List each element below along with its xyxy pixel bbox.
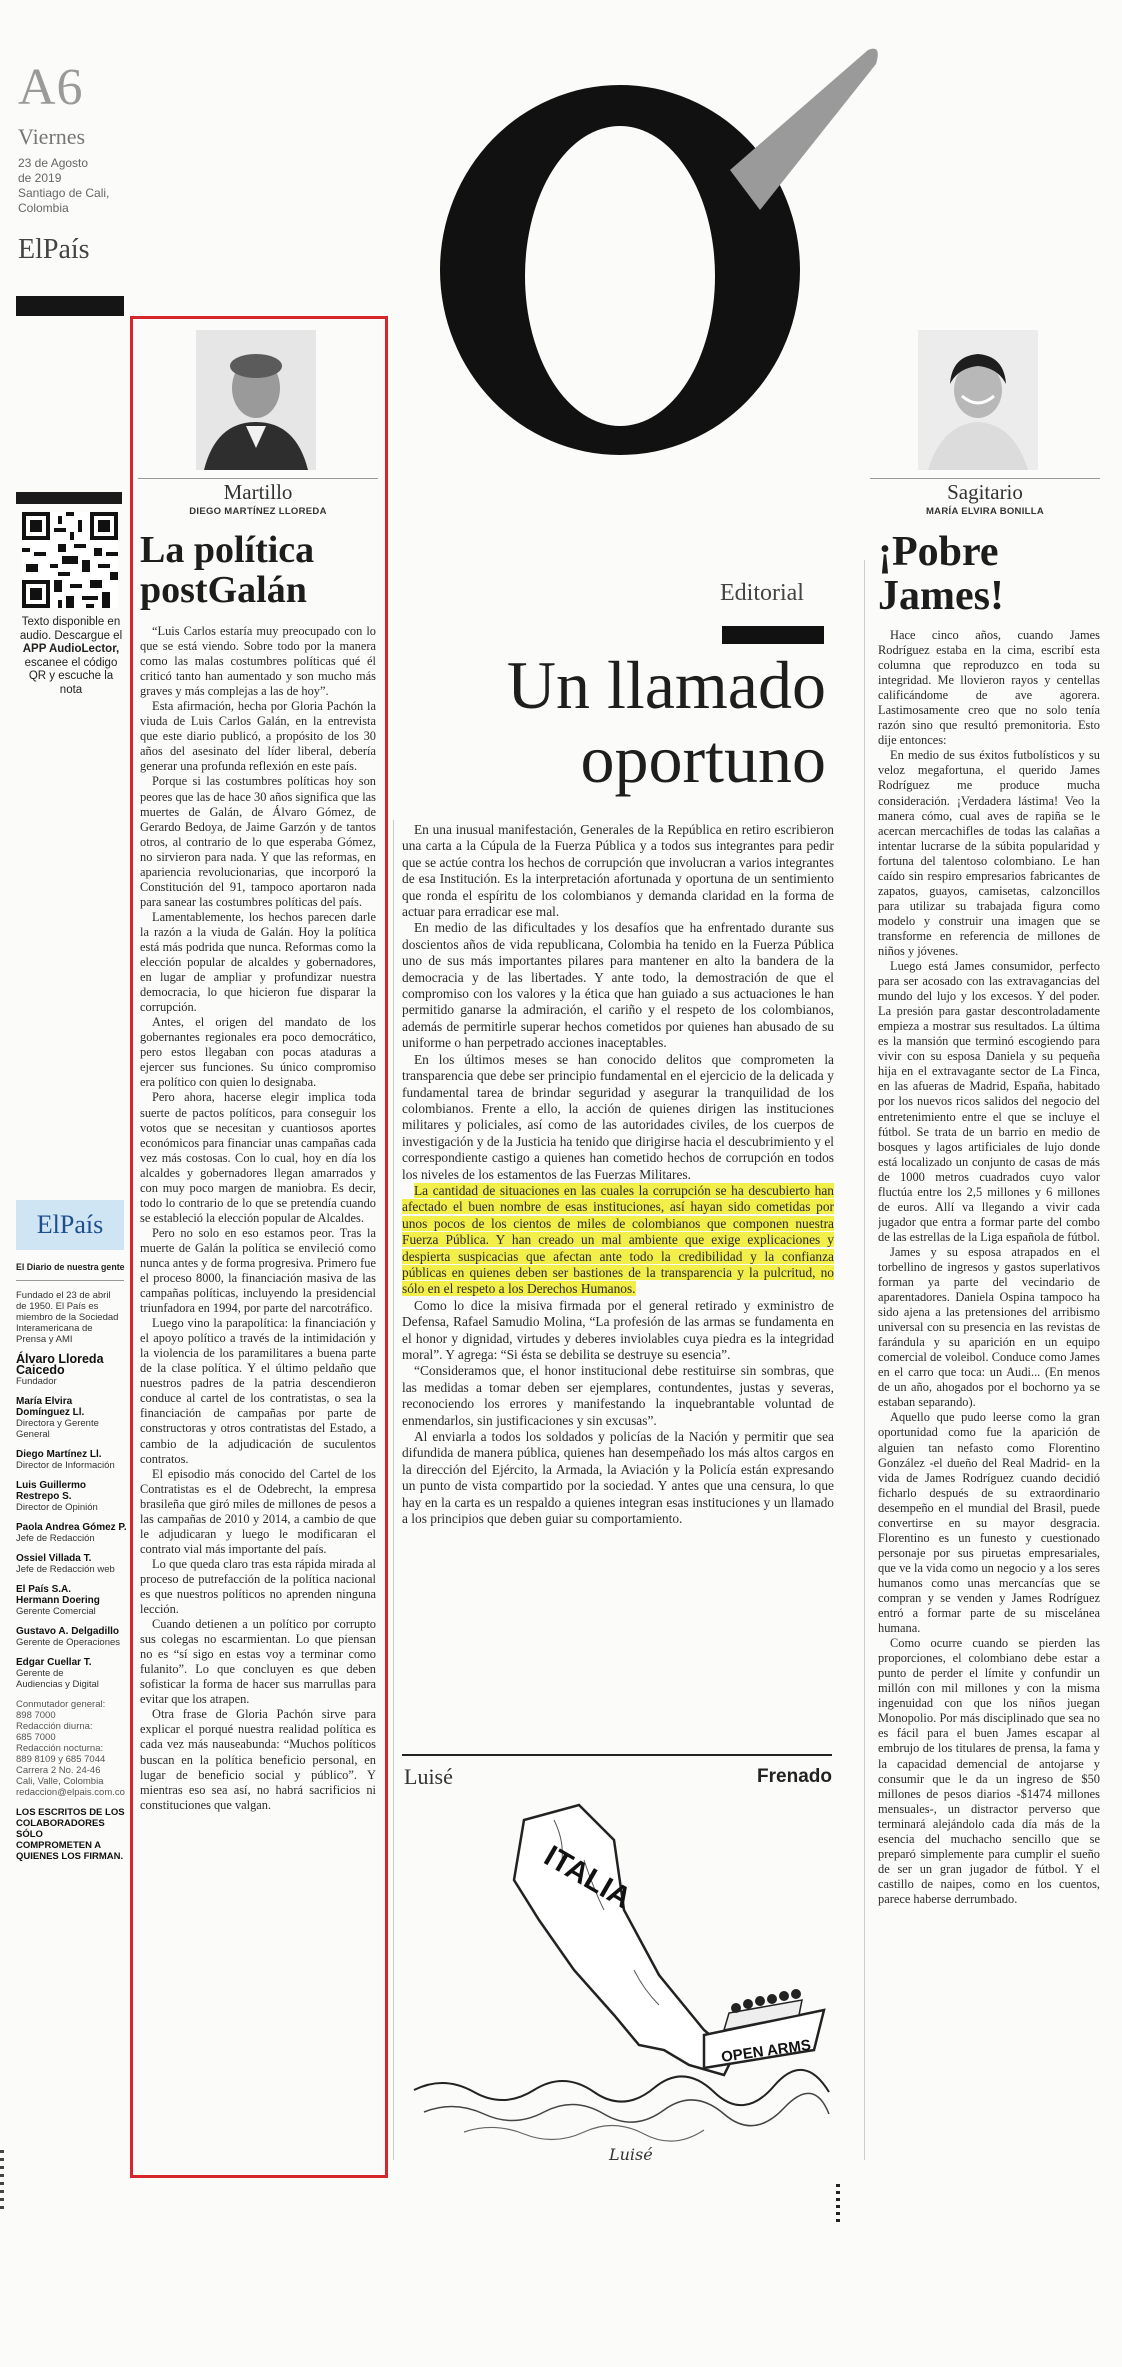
staff-entry: María Elvira Domínguez Ll. Directora y Gerente General bbox=[16, 1396, 99, 1440]
paragraph: Esta afirmación, hecha por Gloria Pachón la viuda de Luis Carlos Galán, en la entrevista que este diario publicó, a propósito de los 30 años del asesinato del líder liberal, debería generar una profunda reflexión en este país. bbox=[140, 699, 376, 774]
section-label: Martillo bbox=[223, 480, 293, 504]
editorial-title-line: oportuno bbox=[580, 721, 826, 797]
paragraph: En medio de sus éxitos futbolísticos y su veloz megafortuna, el querido James Rodríguez me produce mucha consideración. ¡Verdadera lástima! Veo la manera cómo, cual aves de rapiña se le acercan mercachifles de todas las calañas a intentar lucrarse de la súbita popularidad y fortuna del talentoso colombiano. Le han caído sin respiro empresarios fabricantes de zapatos, guayos, camisetas, calzoncillos para utilizar su trabajada figura como modelo y construir una imagen que se transforme en referencia de millones de niños y jóvenes. bbox=[878, 748, 1100, 958]
scan-edge bbox=[0, 2150, 4, 2210]
column-title-line: ¡Pobre bbox=[878, 529, 999, 575]
cartoon-title: Frenado bbox=[757, 1766, 832, 1787]
place-line-1: Santiago de Cali, bbox=[18, 186, 110, 200]
masthead-details bbox=[16, 1290, 128, 1871]
author-name: MARÍA ELVIRA BONILLA bbox=[925, 506, 1045, 517]
contact-info: Conmutador general: 898 7000 Redacción diurna: 685 7000 Redacción nocturna: 889 8109 y 685 7044 Carrera 2 No. 24-46 Cali, Valle, Colombia redaccion@elpais.com.co bbox=[16, 1699, 125, 1798]
audio-note bbox=[12, 616, 130, 697]
staff-entry: Edgar Cuellar T. Gerente de Audiencias y Digital bbox=[16, 1657, 99, 1690]
column-separator bbox=[864, 560, 865, 2160]
founder: Álvaro Lloreda Caicedo Fundador bbox=[16, 1352, 104, 1387]
paragraph: “Consideramos que, el honor institucional debe restituirse sin sombras, que las medidas a tomar deben ser ejemplares, contundentes, justas y severas, reconociendo los errores y manifestando la inquebrantable voluntad de enmendarlos, sin justificaciones y sin excusas”. bbox=[402, 1363, 834, 1428]
paragraph: En una inusual manifestación, Generales de la República en retiro escribieron una carta a la Cúpula de la Fuerza Pública y a todos sus integrantes para pedir que se actúe contra los hechos de corrupción que involucran a varios integrantes de esa Institución. Es la interpretación afortunada y oportuna de un sentimiento que ronda el espíritu de los colombianos y demanda claridad en la forma de actuar para erradicar ese mal. bbox=[402, 822, 834, 920]
opinion-o-logo bbox=[390, 40, 950, 460]
editorial-label: Editorial bbox=[720, 580, 804, 606]
audio-note-line: nota bbox=[59, 683, 83, 696]
scan-edge bbox=[836, 2184, 840, 2224]
masthead-logo: ElPaís bbox=[36, 1210, 104, 1239]
author-name: DIEGO MARTÍNEZ LLOREDA bbox=[189, 506, 327, 517]
brand-rule bbox=[16, 296, 124, 316]
author-photo bbox=[918, 330, 1038, 470]
qr-code bbox=[22, 512, 118, 608]
paragraph: Como ocurre cuando se pierden las proporciones, el colombiano debe estar a punto de perder el límite y confundir un millón con mil millones y con la misma ingenuidad con que los niños juegan Monopolio. Por más disciplinado que sea no es fácil para el buen James escapar al embrujo de los titulares de prensa, la fama y la capacidad demencial de antojarse y consumir que le da un ingreso de $50 millones de pesos diarios -$1474 millones mensuales-, un distractor perverso que terminará alejándolo cada día más de la esencia del muchacho sencillo que se preparó simplemente para cumplir el sueño de ser un gran jugador de fútbol. Y el castillo de naipes, como en los cuentos, parece haberse derrumbado. bbox=[878, 1636, 1100, 1906]
masthead-logo-box bbox=[16, 1200, 124, 1250]
column-title-line: La política bbox=[140, 529, 315, 571]
paragraph: Aquello que pudo leerse como la gran oportunidad como fue la aparición de alguien tan nefasto como Florentino González -el dueño del Real Madrid- en la vida de James Rodríguez cuando decidió ficharlo después de su extraordinario desempeño en el mundial del Brasil, puede convertirse en su mayor desgracia. Florentino es un funesto y cuestionado personaje por sus piruetas empresariales, que ve la vida como un negocio y a los seres humanos como unas mercancías que se compran y se venden y James Rodríguez entró a formar parte de su miscelánea humana. bbox=[878, 1410, 1100, 1636]
staff-entry: Diego Martínez Ll. Director de Información bbox=[16, 1449, 115, 1471]
sidebar-rule bbox=[16, 1280, 124, 1281]
column-body bbox=[878, 628, 1100, 2168]
paragraph: Hace cinco años, cuando James Rodríguez estaba en la cima, escribí esta columna que reproduzco en toda su integridad. Me llovieron rayos y centellas calificándome de ave agorera. Lastimosamente creo que no solo tenía razón sino que resultó premonitoria. Esto dije entonces: bbox=[878, 628, 1100, 748]
paragraph: Antes, el origen del mandato de los gobernantes regionales era poco democrático, pero estos llegaban con pocas ataduras a ejercer sus funciones. Su único compromiso era político con quien lo designaba. bbox=[140, 1015, 376, 1090]
cartoon-artist: Luisé bbox=[404, 1764, 453, 1789]
paragraph: Lamentablemente, los hechos parecen darle la razón a la viuda de Galán. Hoy la política está más podrida que nunca. Reformas como la elección popular de alcaldes y gobernadores, en lugar de ampliar y profundizar nuestra democracia, lo que hicieron fue disparar la corrupción. bbox=[140, 909, 376, 1015]
editorial-title-line: Un llamado bbox=[506, 647, 826, 723]
day-label: Viernes bbox=[18, 124, 86, 149]
cartoon-illustration bbox=[404, 1800, 834, 2170]
qr-code-label-bar bbox=[16, 492, 122, 504]
column-separator bbox=[393, 820, 394, 2160]
photo-rule bbox=[870, 478, 1100, 479]
paragraph: Luego está James consumidor, perfecto para ser acosado con las extravagancias del mundo del lujo y los excesos. Y del poder. La presión para gastar descontroladamente empieza a mostrar sus resultados. La última es la mansión que terminó escogiendo para vivir con su esposa Daniela y su pequeña hija en el extravagante sector de La Finca, en las afueras de Madrid, España, habitado por los nuevos ricos salidos del negocio del entretenimiento entre el que se incluye el fútbol. Se trata de un barrio en medio de bosques y lagos artificiales de lujo donde está localizado un conjunto de casas de más de 1000 metros cuadrados cuyo valor fluctúa entre los 2,5 millones y 6 millones de euros. Allí va llegando a vivir cada jugador que entra a formar parte del combo de las estrellas de la Liga española de fútbol. bbox=[878, 959, 1100, 1244]
paragraph: Como lo dice la misiva firmada por el general retirado y exministro de Defensa, Rafael Samudio Molina, “La profesión de las armas se fundamenta en el honor y dignidad, virtudes y deberes inviolables cuya piedra es la integridad moral”. Y agrega: “Si ésta se debilita se destruye su esencia”. bbox=[402, 1297, 834, 1362]
paragraph: El episodio más conocido del Cartel de los Contratistas es el de Odebrecht, la empresa brasileña que giró miles de millones de pesos a las campañas de 2010 y 2014, a cambio de que le adjudicaran y luego le modificaran el contrato vial más importante del país. bbox=[140, 1466, 376, 1556]
audio-note-line: APP AudioLector, bbox=[22, 643, 120, 655]
cartoon-word-open-arms: OPEN ARMS bbox=[720, 2036, 812, 2066]
staff-entry: Luis Guillermo Restrepo S. Director de Opinión bbox=[16, 1480, 98, 1513]
highlighted-paragraph bbox=[402, 1183, 834, 1298]
paragraph: Al enviarla a todos los soldados y policías de la Nación y permitir que sea difundida de manera pública, quienes han desempeñado los más altos cargos en la dirección del Ejército, la Armada, la Aviación y la Policía están expresando un punto de vista compartido por la sociedad. Y antes que una censura, lo que hay en la carta es un respaldo a quienes integran esas instituciones y un llamado a los principios que deben guiar su comportamiento. bbox=[402, 1429, 834, 1527]
editorial-body bbox=[402, 822, 834, 1527]
author-portrait-icon bbox=[196, 330, 316, 470]
author-photo bbox=[196, 330, 316, 470]
paragraph: Pero ahora, hacerse elegir implica toda suerte de pactos políticos, para conseguir los votos que se necesitan y cuantiosos aportes económicos para financiar unas campañas cada vez más costosas. Con lo cual, hoy en día los alcaldes y gobernadores llegan amarrados y con muy poco margen de maniobra. Es decir, todo lo contrario de lo que se pretendía cuando se estableció la elección popular de Alcaldes. bbox=[140, 1090, 376, 1225]
founded-note: Fundado el 23 de abril de 1950. El País es miembro de la Sociedad Interamericana de Prensa y AMI bbox=[16, 1290, 119, 1345]
audio-note-line: QR y escuche la bbox=[28, 670, 114, 682]
audio-note-line: escanee el código bbox=[24, 656, 118, 669]
date-line-1: 23 de Agosto bbox=[18, 156, 89, 170]
highlight: La cantidad de situaciones en las cuales la corrupción se ha descubierto han afectado el buen nombre de esas instituciones, así hayan sido cometidas por unos pocos de los cientos de miles de colombianos que componen nuestra Fuerza Pública. Y han creado un mal ambiente que exige explicaciones y despierta suspicacias que afectan ante todo la credibilidad y la confianza públicas en quienes deben ser bastiones de la transparencia y la pulcritud, no sólo en el respeto a los Derechos Humanos. bbox=[402, 1182, 834, 1297]
paragraph: Lo que queda claro tras esta rápida mirada al proceso de putrefacción de la política nacional es que nuestros políticos no aprenden ninguna lección. bbox=[140, 1556, 376, 1617]
cartoon-letter: ITALIA bbox=[538, 1839, 637, 1916]
paragraph: “Luis Carlos estaría muy preocupado con lo que se está viendo. Sobre todo por la manera como las malas costumbres políticas qué él criticó tanto han aumentado y son mucho más graves y más complejas a las de hoy”. bbox=[140, 624, 376, 699]
paragraph: Cuando detienen a un político por corrupto sus colegas no escarmientan. Lo que piensan no es “sí sigo en estas voy a terminar como fulanito”. Lo que concluyen es que deben sofisticar la forma de hacer sus marrullas para evitar que los atrapen. bbox=[140, 1617, 376, 1707]
disclaimer: LOS ESCRITOS DE LOS COLABORADORES SÓLO COMPROMETEN A QUIENES LOS FIRMAN. bbox=[16, 1807, 125, 1862]
photo-rule bbox=[138, 478, 378, 479]
page-number: A6 bbox=[18, 59, 84, 116]
staff-entry: Ossiel Villada T. Jefe de Redacción web bbox=[16, 1553, 115, 1575]
column-title-line: James! bbox=[878, 573, 1004, 619]
staff-entry: Gustavo A. Delgadillo Gerente de Operaciones bbox=[16, 1626, 121, 1648]
paragraph: Otra frase de Gloria Pachón sirve para explicar el porqué nuestra realidad política es cada vez más nauseabunda: “Muchos políticos buscan en la política beneficio personal, en lugar de beneficio social y público”. Y mientras eso sea así, no habrá sacrificios ni constituciones que valgan. bbox=[140, 1707, 376, 1812]
staff-entry: El País S.A. Hermann Doering Gerente Comercial bbox=[16, 1584, 100, 1617]
paragraph: Porque si las costumbres políticas hoy son peores que las de hace 30 años significa que las muertes de Galán, de Álvaro Gómez, de Gerardo Bedoya, de Jaime Garzón y de tantos otros, al contrario de lo que esperaba Gómez, no sirvieron para nada. Y que las reformas, en apariencia revolucionarias, que incorporó la Constitución del 91, tampoco aportaron nada para sanear las costumbres políticas del país. bbox=[140, 774, 376, 909]
column-title-line: postGalán bbox=[140, 569, 307, 611]
editorial-title bbox=[396, 648, 826, 796]
masthead-tagline: El Diario de nuestra gente bbox=[16, 1262, 125, 1272]
column-body bbox=[140, 624, 376, 2154]
date-line-2: de 2019 bbox=[18, 171, 62, 185]
paragraph: Pero no solo en eso estamos peor. Tras la muerte de Galán la política se envileció como nunca antes y de forma progresiva. Primero fue el proceso 8000, la financiación masiva de las campañas políticas, incluyendo la presidencial triunfadora en 1994, por parte del narcotráfico. bbox=[140, 1225, 376, 1316]
audio-note-line: Texto disponible en bbox=[21, 616, 121, 628]
section-label: Sagitario bbox=[947, 480, 1023, 504]
brand-logo: ElPaís bbox=[18, 234, 90, 265]
author-portrait-icon bbox=[918, 330, 1038, 470]
column-title bbox=[878, 530, 1004, 618]
staff-entry: Paola Andrea Gómez P. Jefe de Redacción bbox=[16, 1522, 127, 1544]
paragraph: En los últimos meses se han conocido delitos que comprometen la transparencia que debe ser principio fundamental en el ejercicio de la delicada y fundamental tarea de brindar seguridad y asegurar la tranquilidad de los colombianos. Frente a ello, la acción de quienes dirigen las instituciones militares y policiales, así como de las autoridades civiles, de los cuerpos de investigación y de la Justicia ha tenido que dirigirse hacia el descubrimiento y el correspondiente castigo a quienes han cometido hechos de corrupción en todos los niveles de los estamentos de las Fuerzas Militares. bbox=[402, 1051, 834, 1182]
cartoon-rule bbox=[402, 1754, 832, 1756]
audio-note-line: audio. Descargue el bbox=[19, 629, 123, 642]
paragraph: James y su esposa atrapados en el torbellino de ingresos y gastos superlativos forman ya parte del vecindario de aparentadores. Daniela Ospina tampoco ha sido ajena a las pretensiones del arribismo universal con su presencia en las revistas de farándula y su aparición en un equipo comercial de voleibol. Conduce como James en el carro que toca: un Audi... (En menos de un año, ahogados por el bochorno ya se estaban separando). bbox=[878, 1244, 1100, 1410]
cartoon-signature: Luisé bbox=[609, 2145, 653, 2164]
editorial-bar bbox=[722, 626, 824, 644]
place-line-2: Colombia bbox=[18, 201, 69, 215]
paragraph: En medio de las dificultades y los desafíos que ha enfrentado durante sus doscientos años de vida republicana, Colombia ha tenido en la Fuerza Pública uno de sus más importantes pilares para mantener en alto la bandera de la democracia y de las libertades. Y ante todo, la demostración de que el compromiso con los valores y la ética que han guiado a sus actuaciones le han permitido ganarse la admiración, el cariño y el respeto de los colombianos, además de permitirle superar hechos cometidos por quienes han abusado de su uniforme o han perpetrado acciones inaceptables. bbox=[402, 920, 834, 1051]
paragraph: Luego vino la parapolítica: la financiación y el apoyo político a través de la intimidación y la violencia de los paramilitares a buena parte de la clase política. Y el último peldaño que nuestros padres de la patria descendieron conduce al cartel de los contratistas, o sea la financiación de campañas por parte de constructoras y otros contratistas del Estado, a cambio de la adjudicación de suculentos contratos. bbox=[140, 1316, 376, 1466]
column-title bbox=[140, 530, 314, 610]
